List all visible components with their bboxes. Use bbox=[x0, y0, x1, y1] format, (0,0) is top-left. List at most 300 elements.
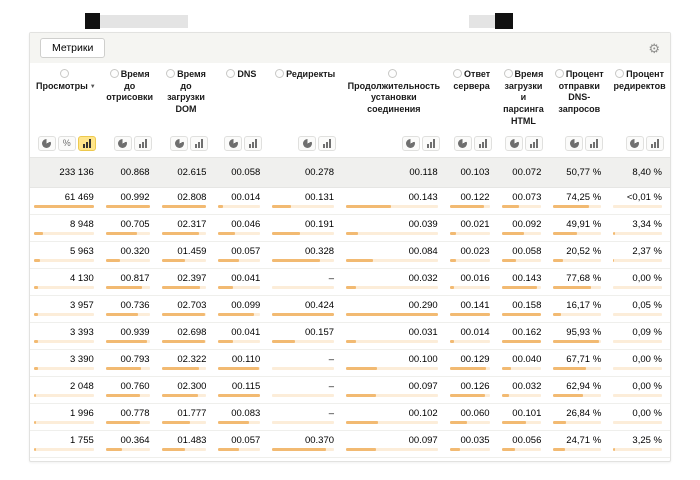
column-header-8[interactable] bbox=[498, 69, 550, 127]
cell-value: 00.099 bbox=[231, 300, 261, 311]
value-bar-fill bbox=[553, 367, 586, 370]
table-cell bbox=[342, 377, 446, 403]
metric-radio-icon[interactable] bbox=[275, 69, 284, 78]
cell-value: 00.992 bbox=[120, 192, 150, 203]
value-bar-track bbox=[450, 259, 490, 262]
column-header-label: Продолжительность установки соединения bbox=[347, 80, 441, 115]
table-cell bbox=[498, 269, 550, 295]
cell-value: 00.102 bbox=[408, 408, 438, 419]
value-bar-fill bbox=[346, 205, 391, 208]
value-bar-track bbox=[450, 367, 490, 370]
value-bar-track bbox=[502, 286, 542, 289]
table-cell bbox=[102, 167, 158, 178]
cell-value: 00.939 bbox=[120, 327, 150, 338]
metric-radio-icon[interactable] bbox=[110, 69, 119, 78]
cell-value: 00.041 bbox=[231, 273, 261, 284]
value-bar-track bbox=[613, 286, 662, 289]
cell-value: 00.364 bbox=[120, 435, 150, 446]
table-cell bbox=[102, 377, 158, 403]
value-bar-fill bbox=[162, 367, 199, 370]
pie-chart-button[interactable] bbox=[38, 136, 56, 151]
value-bar-track bbox=[553, 448, 601, 451]
table-cell bbox=[158, 188, 215, 214]
column-header-1[interactable] bbox=[30, 69, 102, 127]
bar-chart-icon bbox=[479, 139, 487, 148]
value-bar-fill bbox=[502, 286, 537, 289]
column-header-9[interactable] bbox=[549, 69, 609, 127]
cell-value: 00.157 bbox=[304, 327, 335, 338]
table-cell bbox=[498, 242, 550, 268]
value-bar-fill bbox=[34, 232, 43, 235]
cell-value: 00.016 bbox=[460, 273, 490, 284]
cell-value: 00.129 bbox=[460, 354, 490, 365]
percent-button[interactable] bbox=[58, 136, 76, 151]
table-cell bbox=[342, 296, 446, 322]
cell-value: 24,71 % bbox=[566, 435, 602, 446]
cell-value: 2 048 bbox=[69, 381, 94, 392]
table-cell bbox=[498, 431, 550, 457]
cell-value: 00.143 bbox=[512, 273, 542, 284]
table-cell bbox=[268, 215, 342, 241]
bar-chart-icon bbox=[139, 139, 147, 148]
bar-chart-button[interactable] bbox=[190, 136, 208, 151]
metrics-button[interactable]: Метрики bbox=[40, 38, 105, 58]
cell-value: 77,68 % bbox=[566, 273, 602, 284]
table-cell bbox=[446, 269, 498, 295]
table-cell bbox=[549, 167, 609, 178]
redacted-tab-title bbox=[100, 15, 188, 28]
redacted-label bbox=[469, 15, 495, 28]
value-bar-track bbox=[218, 286, 260, 289]
value-bar-track bbox=[553, 394, 601, 397]
column-header-10[interactable] bbox=[609, 69, 670, 127]
value-bar-track bbox=[162, 448, 207, 451]
column-controls-6 bbox=[342, 136, 446, 151]
cell-value: 233 136 bbox=[59, 167, 94, 178]
value-bar-track bbox=[502, 259, 542, 262]
table-cell bbox=[30, 296, 102, 322]
pie-chart-button[interactable] bbox=[505, 136, 523, 151]
table-cell bbox=[268, 350, 342, 376]
cell-value: 00.032 bbox=[512, 381, 542, 392]
cell-value: 02.808 bbox=[177, 192, 207, 203]
table-cell bbox=[549, 350, 609, 376]
table-cell bbox=[214, 167, 268, 178]
table-cell bbox=[498, 377, 550, 403]
value-bar-fill bbox=[272, 205, 291, 208]
cell-value: 00.101 bbox=[512, 408, 542, 419]
cell-value: 4 130 bbox=[69, 273, 94, 284]
table-body bbox=[30, 188, 670, 458]
value-bar-track bbox=[34, 367, 94, 370]
table-cell bbox=[446, 296, 498, 322]
value-bar-track bbox=[34, 448, 94, 451]
redacted-block bbox=[495, 13, 513, 29]
table-cell bbox=[268, 188, 342, 214]
pie-chart-button[interactable] bbox=[626, 136, 644, 151]
cell-value: 00.041 bbox=[231, 327, 261, 338]
value-bar-fill bbox=[106, 232, 137, 235]
column-header-5[interactable] bbox=[268, 69, 342, 127]
value-bar-track bbox=[218, 367, 260, 370]
value-bar-track bbox=[272, 313, 334, 316]
cell-value: 02.698 bbox=[177, 327, 207, 338]
value-bar-track bbox=[450, 421, 490, 424]
value-bar-track bbox=[450, 448, 490, 451]
table-cell bbox=[102, 296, 158, 322]
value-bar-fill bbox=[162, 232, 199, 235]
metric-radio-icon[interactable] bbox=[555, 69, 564, 78]
pie-chart-button[interactable] bbox=[402, 136, 420, 151]
table-cell bbox=[30, 431, 102, 457]
bar-chart-icon bbox=[323, 139, 331, 148]
value-bar-track bbox=[346, 367, 438, 370]
table-cell bbox=[609, 242, 670, 268]
table-cell bbox=[30, 167, 102, 178]
value-bar-fill bbox=[218, 313, 254, 316]
cell-value: 00.097 bbox=[408, 435, 438, 446]
table-cell bbox=[609, 377, 670, 403]
bar-chart-button[interactable] bbox=[525, 136, 543, 151]
table-cell bbox=[102, 350, 158, 376]
table-cell bbox=[446, 431, 498, 457]
table-row bbox=[30, 431, 670, 458]
table-cell bbox=[342, 404, 446, 430]
value-bar-fill bbox=[346, 313, 438, 316]
table-cell bbox=[549, 215, 609, 241]
column-controls-2 bbox=[102, 136, 158, 151]
column-header-4[interactable] bbox=[214, 69, 268, 127]
value-bar-track bbox=[502, 421, 542, 424]
column-header-2[interactable] bbox=[102, 69, 158, 127]
table-cell bbox=[609, 431, 670, 457]
value-bar-fill bbox=[34, 421, 36, 424]
value-bar-fill bbox=[346, 421, 378, 424]
bar-chart-icon bbox=[249, 139, 257, 148]
value-bar-fill bbox=[502, 448, 516, 451]
value-bar-track bbox=[502, 313, 542, 316]
table-cell bbox=[30, 377, 102, 403]
table-cell bbox=[268, 431, 342, 457]
cell-value: 00.760 bbox=[120, 381, 150, 392]
value-bar-fill bbox=[346, 232, 358, 235]
value-bar-fill bbox=[346, 448, 376, 451]
cell-value: 02.300 bbox=[177, 381, 207, 392]
table-cell bbox=[498, 404, 550, 430]
table-cell bbox=[158, 167, 215, 178]
pie-chart-button[interactable] bbox=[565, 136, 583, 151]
table-cell bbox=[609, 323, 670, 349]
value-bar-track bbox=[613, 259, 662, 262]
table-cell bbox=[30, 323, 102, 349]
value-bar-track bbox=[34, 259, 94, 262]
value-bar-track bbox=[106, 313, 150, 316]
value-bar-fill bbox=[502, 313, 541, 316]
cell-value: 00.056 bbox=[512, 435, 542, 446]
value-bar-track bbox=[106, 394, 150, 397]
pie-chart-icon bbox=[510, 139, 519, 148]
value-bar-fill bbox=[502, 340, 542, 343]
pie-chart-button[interactable] bbox=[170, 136, 188, 151]
value-bar-fill bbox=[450, 286, 454, 289]
value-bar-track bbox=[450, 205, 490, 208]
cell-value: 00.328 bbox=[304, 246, 335, 257]
column-header-label: Время загрузки и парсинга HTML bbox=[503, 69, 544, 126]
table-cell bbox=[609, 215, 670, 241]
table-cell bbox=[609, 350, 670, 376]
cell-value: 00.191 bbox=[304, 219, 335, 230]
cell-value: 16,17 % bbox=[566, 300, 602, 311]
cell-value: 00.058 bbox=[231, 167, 261, 178]
cell-value: 00.083 bbox=[231, 408, 261, 419]
value-bar-track bbox=[553, 421, 601, 424]
cell-value: 01.459 bbox=[177, 246, 207, 257]
table-cell bbox=[609, 269, 670, 295]
value-bar-fill bbox=[553, 448, 565, 451]
pie-chart-icon bbox=[303, 139, 312, 148]
table-cell bbox=[102, 242, 158, 268]
cell-value: 62,94 % bbox=[566, 381, 602, 392]
cell-value: 61 469 bbox=[64, 192, 94, 203]
bar-chart-button[interactable] bbox=[78, 136, 96, 151]
metric-radio-icon[interactable] bbox=[226, 69, 235, 78]
cell-value: 50,77 % bbox=[566, 167, 602, 178]
cell-value: 02.615 bbox=[177, 167, 207, 178]
table-cell bbox=[609, 167, 670, 178]
cell-value: 95,93 % bbox=[566, 327, 602, 338]
table-cell bbox=[30, 350, 102, 376]
pie-chart-button[interactable] bbox=[298, 136, 316, 151]
column-header-label: Время до отрисовки bbox=[106, 69, 154, 103]
table-cell bbox=[446, 167, 498, 178]
column-header-6[interactable] bbox=[342, 69, 446, 127]
value-bar-fill bbox=[272, 259, 320, 262]
cell-value: 00.320 bbox=[120, 246, 150, 257]
table-cell bbox=[158, 431, 215, 457]
column-controls-9 bbox=[549, 136, 609, 151]
bar-chart-icon bbox=[427, 139, 435, 148]
value-bar-track bbox=[272, 340, 334, 343]
table-row bbox=[30, 404, 670, 431]
value-bar-track bbox=[272, 448, 334, 451]
gear-icon[interactable]: ⚙ bbox=[648, 40, 660, 56]
value-bar-fill bbox=[106, 421, 140, 424]
cell-value: 00.040 bbox=[512, 354, 542, 365]
cell-value: 0,09 % bbox=[632, 327, 662, 338]
value-bar-fill bbox=[450, 421, 467, 424]
table-cell bbox=[214, 296, 268, 322]
bar-chart-button[interactable] bbox=[646, 136, 664, 151]
value-bar-fill bbox=[553, 340, 599, 343]
table-cell bbox=[446, 242, 498, 268]
pie-chart-button[interactable] bbox=[454, 136, 472, 151]
table-cell bbox=[158, 377, 215, 403]
metric-radio-icon[interactable] bbox=[453, 69, 462, 78]
value-bar-track bbox=[553, 313, 601, 316]
cell-value: 00.778 bbox=[120, 408, 150, 419]
table-cell bbox=[446, 350, 498, 376]
table-cell bbox=[342, 167, 446, 178]
table-cell bbox=[214, 188, 268, 214]
metric-radio-icon[interactable] bbox=[615, 69, 624, 78]
totals-row bbox=[30, 157, 670, 188]
table-cell bbox=[342, 188, 446, 214]
pie-chart-button[interactable] bbox=[114, 136, 132, 151]
metric-radio-icon[interactable] bbox=[60, 69, 69, 78]
value-bar-track bbox=[218, 394, 260, 397]
table-row bbox=[30, 188, 670, 215]
value-bar-fill bbox=[450, 259, 456, 262]
cell-value: 74,25 % bbox=[566, 192, 602, 203]
value-bar-track bbox=[346, 286, 438, 289]
value-bar-fill bbox=[34, 340, 38, 343]
column-header-7[interactable] bbox=[446, 69, 498, 127]
value-bar-track bbox=[502, 367, 542, 370]
value-bar-fill bbox=[502, 205, 520, 208]
cell-value: 67,71 % bbox=[566, 354, 602, 365]
value-bar-track bbox=[346, 232, 438, 235]
pie-chart-button[interactable] bbox=[224, 136, 242, 151]
table-cell bbox=[102, 188, 158, 214]
cell-value: – bbox=[328, 408, 335, 419]
table-cell bbox=[268, 269, 342, 295]
cell-value: 02.703 bbox=[177, 300, 207, 311]
table-cell bbox=[609, 188, 670, 214]
value-bar-track bbox=[218, 313, 260, 316]
table-cell bbox=[549, 404, 609, 430]
table-cell bbox=[446, 404, 498, 430]
table-cell bbox=[549, 323, 609, 349]
value-bar-track bbox=[502, 205, 542, 208]
table-cell bbox=[214, 431, 268, 457]
column-header-label: DNS bbox=[237, 69, 257, 79]
table-row bbox=[30, 377, 670, 404]
table-cell bbox=[158, 296, 215, 322]
value-bar-track bbox=[106, 340, 150, 343]
value-bar-track bbox=[450, 313, 490, 316]
value-bar-track bbox=[34, 394, 94, 397]
cell-value: 00.046 bbox=[231, 219, 261, 230]
cell-value: 0,00 % bbox=[632, 381, 662, 392]
value-bar-track bbox=[106, 205, 150, 208]
table-cell bbox=[214, 269, 268, 295]
table-cell bbox=[102, 215, 158, 241]
value-bar-track bbox=[162, 205, 207, 208]
value-bar-track bbox=[34, 340, 94, 343]
value-bar-fill bbox=[106, 205, 150, 208]
value-bar-track bbox=[272, 232, 334, 235]
cell-value: 00.058 bbox=[512, 246, 542, 257]
column-header-label: Процент редиректов bbox=[613, 69, 666, 91]
cell-value: 00.118 bbox=[409, 167, 438, 178]
value-bar-track bbox=[502, 448, 542, 451]
value-bar-fill bbox=[218, 394, 260, 397]
value-bar-track bbox=[450, 286, 490, 289]
percent-icon: % bbox=[62, 137, 71, 148]
value-bar-track bbox=[162, 313, 207, 316]
sort-desc-icon: ▼ bbox=[89, 83, 96, 90]
value-bar-track bbox=[218, 205, 260, 208]
pie-chart-icon bbox=[458, 139, 467, 148]
value-bar-track bbox=[502, 232, 542, 235]
metric-radio-icon[interactable] bbox=[388, 69, 397, 78]
column-controls-10 bbox=[609, 136, 670, 151]
value-bar-fill bbox=[346, 367, 377, 370]
cell-value: 02.322 bbox=[177, 354, 207, 365]
value-bar-track bbox=[346, 259, 438, 262]
cell-value: 00.103 bbox=[460, 167, 490, 178]
table-cell bbox=[102, 323, 158, 349]
value-bar-track bbox=[106, 259, 150, 262]
value-bar-track bbox=[106, 232, 150, 235]
cell-value: 02.397 bbox=[177, 273, 207, 284]
cell-value: 00.032 bbox=[408, 273, 438, 284]
bar-chart-button[interactable] bbox=[244, 136, 262, 151]
value-bar-track bbox=[553, 259, 601, 262]
bar-chart-button[interactable] bbox=[134, 136, 152, 151]
value-bar-track bbox=[218, 232, 260, 235]
table-cell bbox=[158, 269, 215, 295]
value-bar-fill bbox=[613, 259, 614, 262]
value-bar-fill bbox=[450, 205, 485, 208]
value-bar-fill bbox=[272, 340, 295, 343]
value-bar-track bbox=[450, 394, 490, 397]
value-bar-fill bbox=[106, 367, 141, 370]
value-bar-track bbox=[218, 340, 260, 343]
bar-chart-button[interactable] bbox=[474, 136, 492, 151]
value-bar-track bbox=[34, 421, 94, 424]
cell-value: 00.705 bbox=[120, 219, 150, 230]
value-bar-fill bbox=[218, 340, 233, 343]
metrics-panel bbox=[29, 32, 671, 462]
cell-value: 00.072 bbox=[512, 167, 542, 178]
table-cell bbox=[342, 215, 446, 241]
table-row bbox=[30, 323, 670, 350]
bar-chart-icon bbox=[530, 139, 538, 148]
value-bar-track bbox=[553, 286, 601, 289]
metric-radio-icon[interactable] bbox=[504, 69, 513, 78]
table-cell bbox=[158, 215, 215, 241]
cell-value: 00.097 bbox=[408, 381, 438, 392]
value-bar-fill bbox=[106, 394, 140, 397]
value-bar-track bbox=[346, 205, 438, 208]
value-bar-fill bbox=[162, 286, 200, 289]
value-bar-fill bbox=[502, 421, 527, 424]
bar-chart-button[interactable] bbox=[422, 136, 440, 151]
cell-value: 01.777 bbox=[177, 408, 207, 419]
value-bar-fill bbox=[34, 313, 38, 316]
value-bar-fill bbox=[106, 259, 120, 262]
cell-value: 00.131 bbox=[304, 192, 335, 203]
table-cell bbox=[342, 269, 446, 295]
table-cell bbox=[214, 215, 268, 241]
value-bar-fill bbox=[34, 394, 36, 397]
value-bar-fill bbox=[613, 232, 614, 235]
cell-value: 0,00 % bbox=[632, 273, 662, 284]
bar-chart-button[interactable] bbox=[318, 136, 336, 151]
panel-toolbar bbox=[30, 33, 670, 63]
bar-chart-button[interactable] bbox=[585, 136, 603, 151]
metric-radio-icon[interactable] bbox=[166, 69, 175, 78]
table-cell bbox=[446, 188, 498, 214]
value-bar-track bbox=[218, 259, 260, 262]
cell-value: 00.290 bbox=[408, 300, 438, 311]
value-bar-fill bbox=[346, 340, 356, 343]
table-cell bbox=[498, 167, 550, 178]
column-header-3[interactable] bbox=[158, 69, 215, 127]
value-bar-fill bbox=[553, 259, 563, 262]
value-bar-fill bbox=[106, 340, 148, 343]
